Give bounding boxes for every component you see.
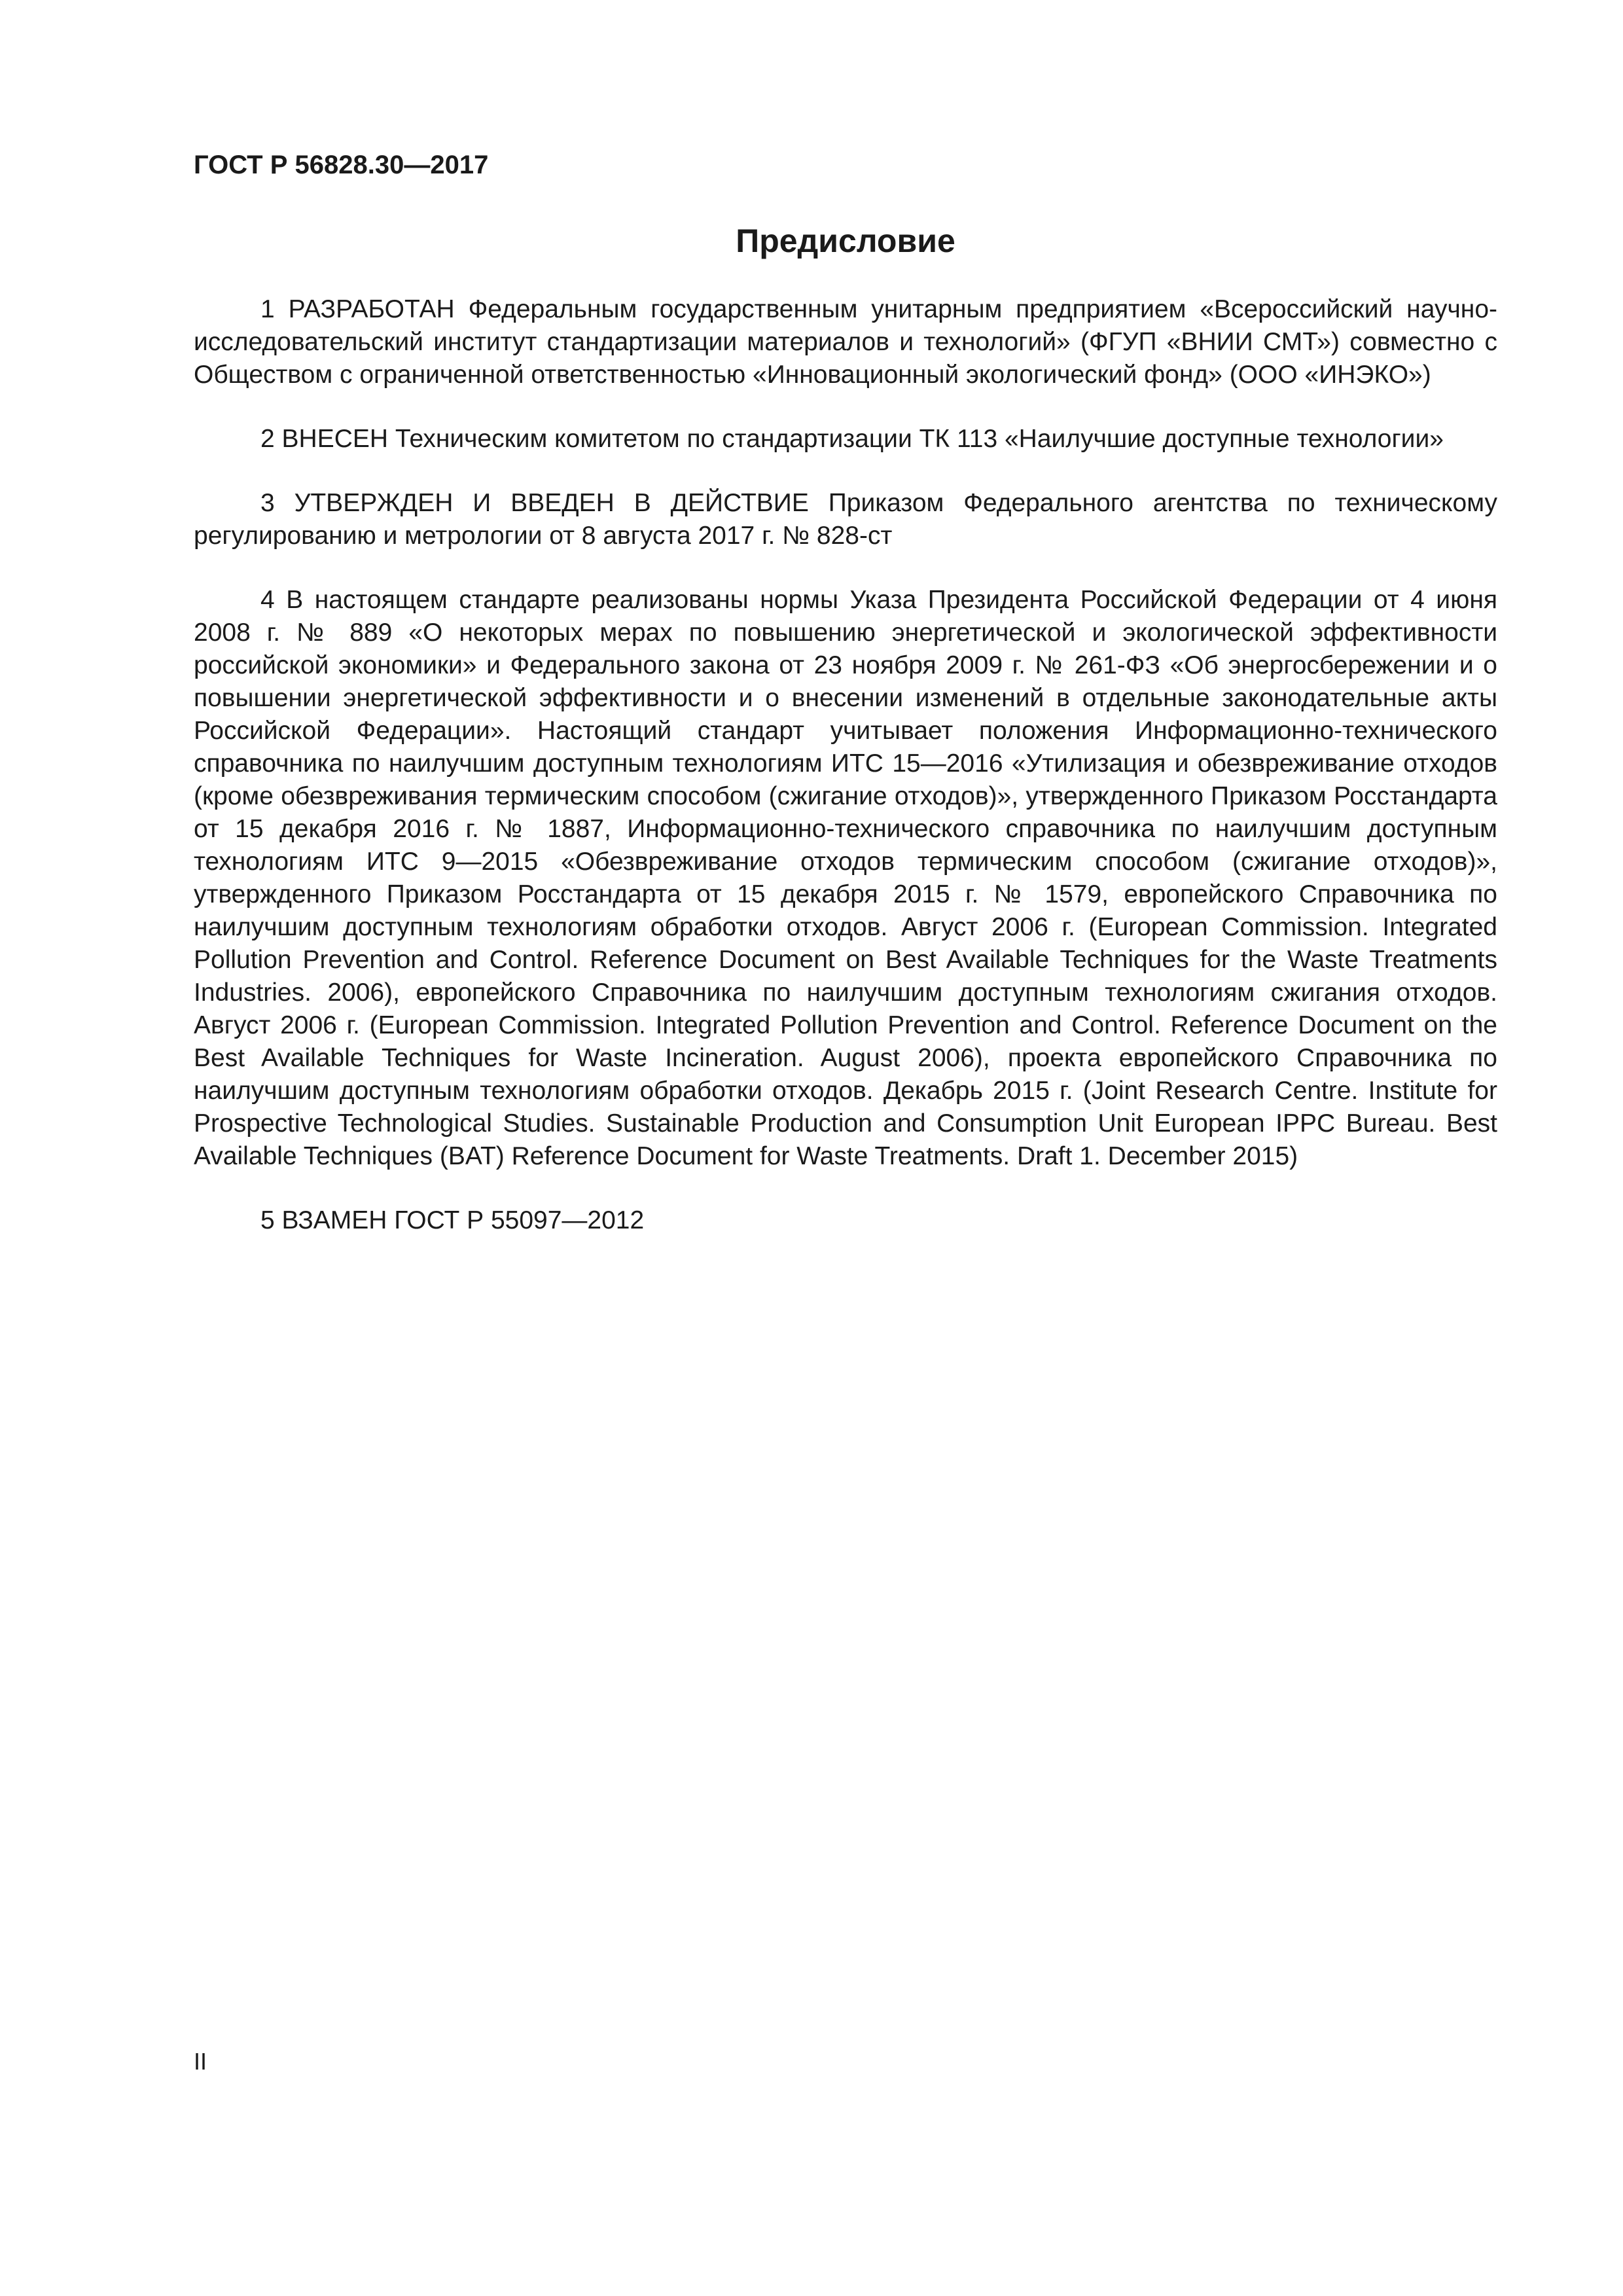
paragraph-approved: 3 УТВЕРЖДЕН И ВВЕДЕН В ДЕЙСТВИЕ Приказом Федерального агентства по техническому регулированию и метрологии от 8 августа 2017 г. № 828-ст [194, 489, 1497, 550]
paragraph-replaces: 5 ВЗАМЕН ГОСТ Р 55097—2012 [260, 1206, 645, 1234]
page-number: II [194, 2048, 207, 2075]
document-code: ГОСТ Р 56828.30—2017 [194, 151, 489, 179]
paragraph-developed-by: 1 РАЗРАБОТАН Федеральным государственным унитарным предприятием «Всероссийский научно-исследовательский институт стандартизации материалов и технологий» (ФГУП «ВНИИ СМТ») совместно с Обществом с ограниченной ответственностью «Инновационный экологический фонд» (ООО «ИНЭКО») [194, 295, 1497, 389]
paragraph-introduced-by: 2 ВНЕСЕН Техническим комитетом по стандартизации ТК 113 «Наилучшие доступные технологии» [260, 425, 1444, 453]
paragraph-normative-basis: 4 В настоящем стандарте реализованы нормы Указа Президента Российской Федерации от 4 июня 2008 г. № 889 «О некоторых мерах по повышению энергетической и экологической эффективности российской экономики» и Федерального закона от 23 ноября 2009 г. № 261-ФЗ «Об энергосбережении и о повышении энергетической эффективности и о внесении изменений в отдельные законодательные акты Российской Федерации». Настоящий стандарт учитывает положения Информационно-технического справочника по наилучшим доступным технологиям ИТС 15—2016 «Утилизация и обезвреживание отходов (кроме обезвреживания термическим способом (сжигание отходов)», утвержденного Приказом Росстандарта от 15 декабря 2016 г. № 1887, Информационно-технического справочника по наилучшим доступным технологиям ИТС 9—2015 «Обезвреживание отходов термическим способом (сжигание отходов)», утвержденного Приказом Росстандарта от 15 декабря 2015 г. № 1579, европейского Справочника по наилучшим доступным технологиям обработки отходов. Август 2006 г. (European Commission. Integrated Pollution Prevention and Control. Reference Document on Best Available Techniques for the Waste Treatments Industries. 2006), европейского Справочника по наилучшим доступным технологиям сжигания отходов. Август 2006 г. (European Commission. Integrated Pollution Prevention and Control. Reference Document on the Best Available Techniques for Waste Incineration. August 2006), проекта европейского Справочника по наилучшим доступным технологиям обработки отходов. Декабрь 2015 г. (Joint Research Centre. Institute for Prospective Technological Studies. Sustainable Production and Consumption Unit European IPPC Bureau. Best Available Techniques (BAT) Reference Document for Waste Treatments. Draft 1. December 2015) [194, 586, 1497, 1170]
page-title: Предисловие [736, 223, 955, 259]
document-body [194, 293, 1497, 1268]
